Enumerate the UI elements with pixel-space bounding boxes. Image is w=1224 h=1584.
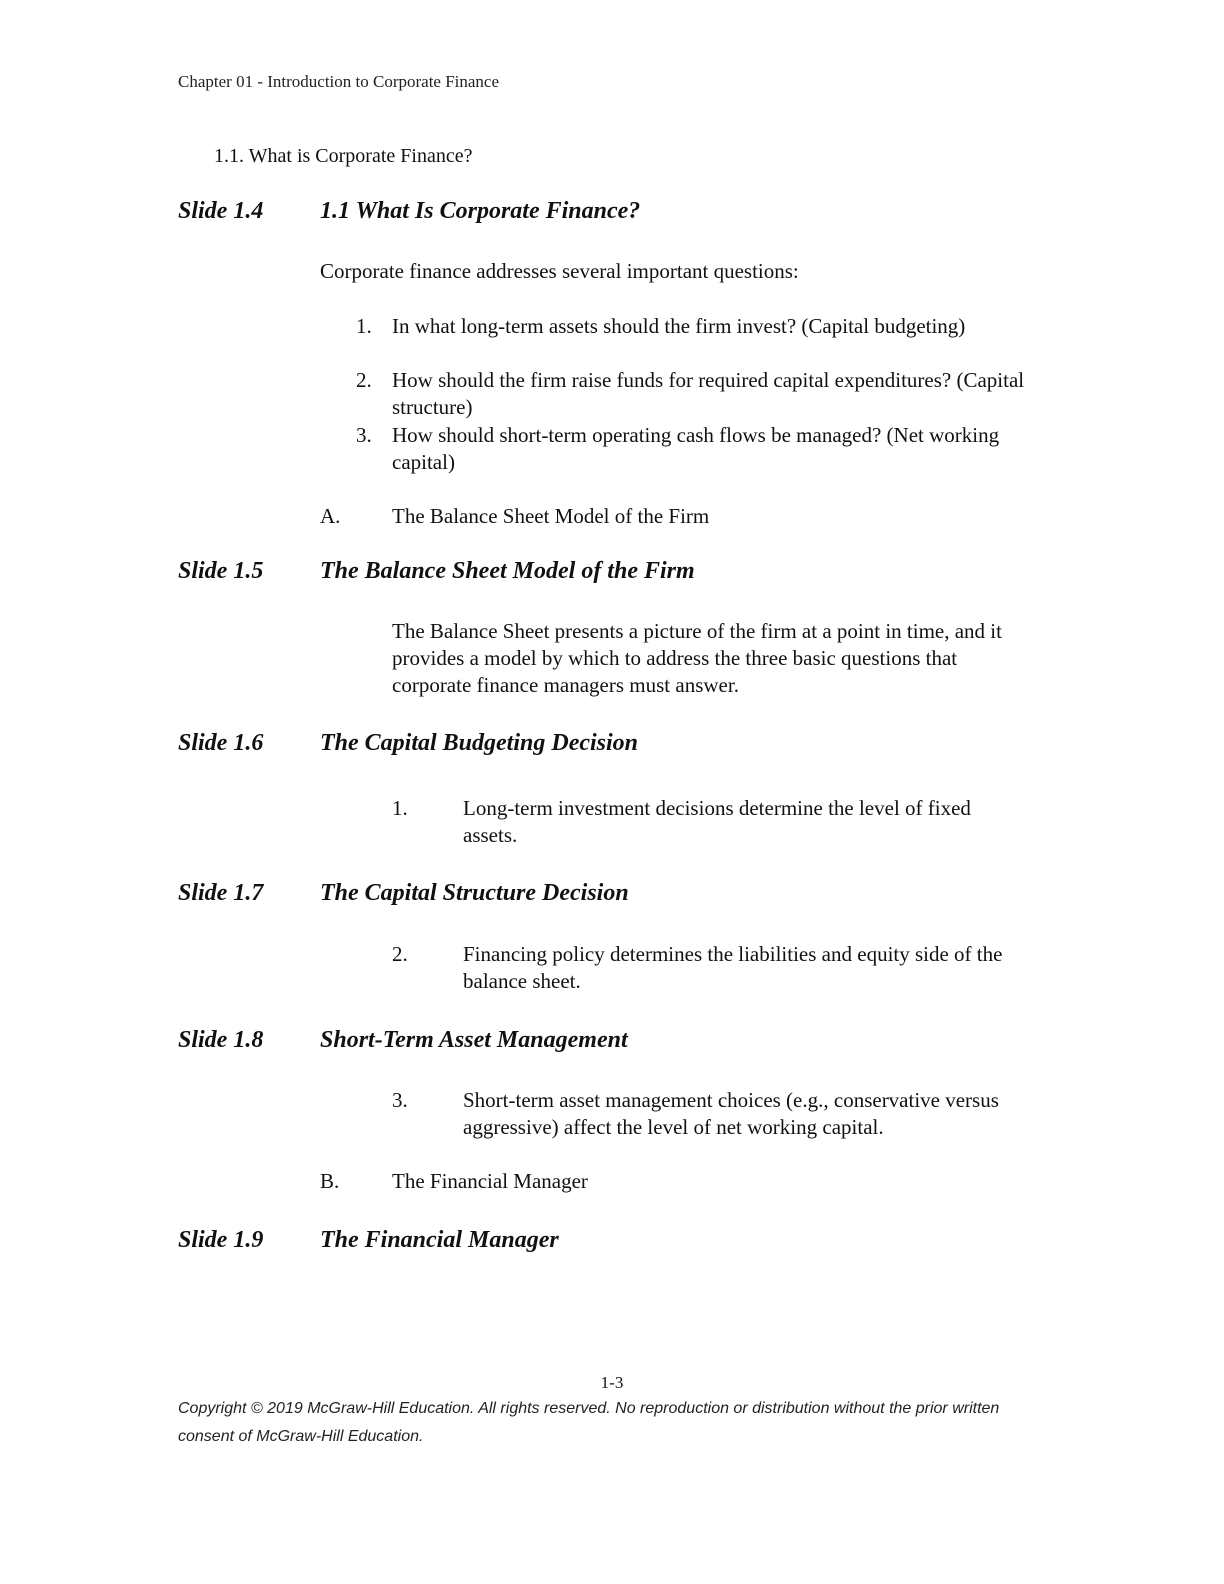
slide-number-1-9: Slide 1.9 [178,1227,264,1253]
slide-1-6-item-text: Long-term investment decisions determine the level of fixed assets. [463,796,971,847]
question-number-1: 1. [356,314,372,338]
slide-title-1-9: The Financial Manager [320,1227,559,1253]
subsection-letter-a: A. [320,504,341,528]
slide-1-6-item-number: 1. [392,796,408,820]
slide-title-1-6: The Capital Budgeting Decision [320,730,639,756]
slide-number-1-8: Slide 1.8 [178,1027,264,1053]
slide-title-1-5: The Balance Sheet Model of the Firm [320,558,695,584]
slide-title-1-8: Short-Term Asset Management [320,1027,628,1053]
section-heading: 1.1. What is Corporate Finance? [214,145,473,167]
slide-number-1-5: Slide 1.5 [178,558,264,584]
page-number: 1-3 [600,1373,624,1392]
slide-1-8-item-number: 3. [392,1088,408,1112]
slide-1-5-body: The Balance Sheet presents a picture of the firm at a point in time, and it provides a model by which to address the three basic questions that corporate finance managers must answer. [392,619,1002,697]
running-header: Chapter 01 - Introduction to Corporate Finance [178,72,500,91]
subsection-letter-b: B. [320,1169,340,1193]
question-number-3: 3. [356,423,372,447]
slide-1-7-item-text: Financing policy determines the liabilities and equity side of the balance sheet. [463,942,1003,993]
question-text-1: In what long-term assets should the firm invest? (Capital budgeting) [392,314,966,338]
slide-1-8-item-text: Short-term asset management choices (e.g., conservative versus aggressive) affect the level of net working capital. [463,1088,999,1139]
slide-number-1-4: Slide 1.4 [178,198,264,224]
slide-1-4-intro: Corporate finance addresses several important questions: [320,259,799,283]
slide-title-1-4: 1.1 What Is Corporate Finance? [320,198,641,224]
copyright-notice: Copyright © 2019 McGraw-Hill Education. All rights reserved. No reproduction or distribution without the prior written consent of McGraw-Hill Education. [178,1400,1000,1445]
question-number-2: 2. [356,368,372,392]
slide-title-1-7: The Capital Structure Decision [320,880,629,906]
slide-number-1-6: Slide 1.6 [178,730,264,756]
question-text-2: How should the firm raise funds for required capital expenditures? (Capital structure) [392,368,1025,419]
question-text-3: How should short-term operating cash flows be managed? (Net working capital) [392,423,1000,474]
subsection-title-a: The Balance Sheet Model of the Firm [392,504,710,528]
subsection-title-b: The Financial Manager [392,1169,588,1193]
slide-number-1-7: Slide 1.7 [178,880,264,906]
slide-1-7-item-number: 2. [392,942,408,966]
